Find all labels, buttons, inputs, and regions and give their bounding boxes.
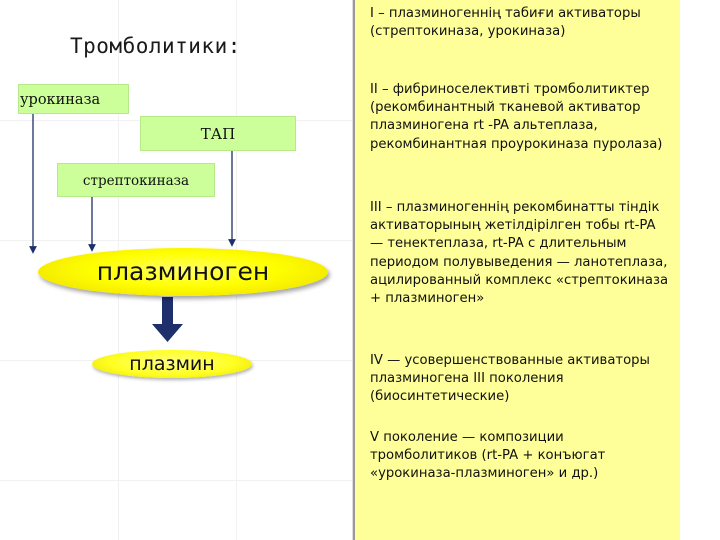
right-margin [680,0,720,540]
slide-title: Тромболитики: [70,34,241,58]
urokinase-label: урокиназа [20,92,101,108]
plasmin-label: плазмин [129,353,215,375]
generations-panel [353,0,682,540]
generation-2-text: II – фибриноселективті тромболитиктер (рекомбинантный тканевой активатор плазминогена rt -PA альтеплаза, рекомбинантная проурокиназа пуролаза) [370,82,663,152]
plasmin-ellipse [92,350,252,378]
generation-5-text: V поколение — композиции тромболитиков (rt-PA + конъюгат «урокиназа-плазминоген» и др.) [370,430,606,482]
plasminogen-ellipse [38,248,328,296]
generation-4-text: IV — усовершенствованные активаторы плазминогена III поколения (биосинтетические) [370,353,650,405]
generation-3-text: III – плазминогеннің рекомбинатты тіндік активаторының жетілдірілген тобы rt-PA — тенектеплаза, rt-PA с длительным периодом полувыведения — ланотеплаза, ацилированный комплекс «стрептокиназа + плазминоген» [370,200,669,307]
tap-label: ТАП [200,125,236,143]
plasminogen-to-plasmin-arrow [152,297,183,342]
streptokinase-label: стрептокиназа [82,173,190,189]
background-grid-line [0,480,352,481]
generation-1-text: I – плазминогеннің табиғи активаторы (стрептокиназа, урокиназа) [370,6,641,40]
plasminogen-label: плазминоген [96,257,270,286]
